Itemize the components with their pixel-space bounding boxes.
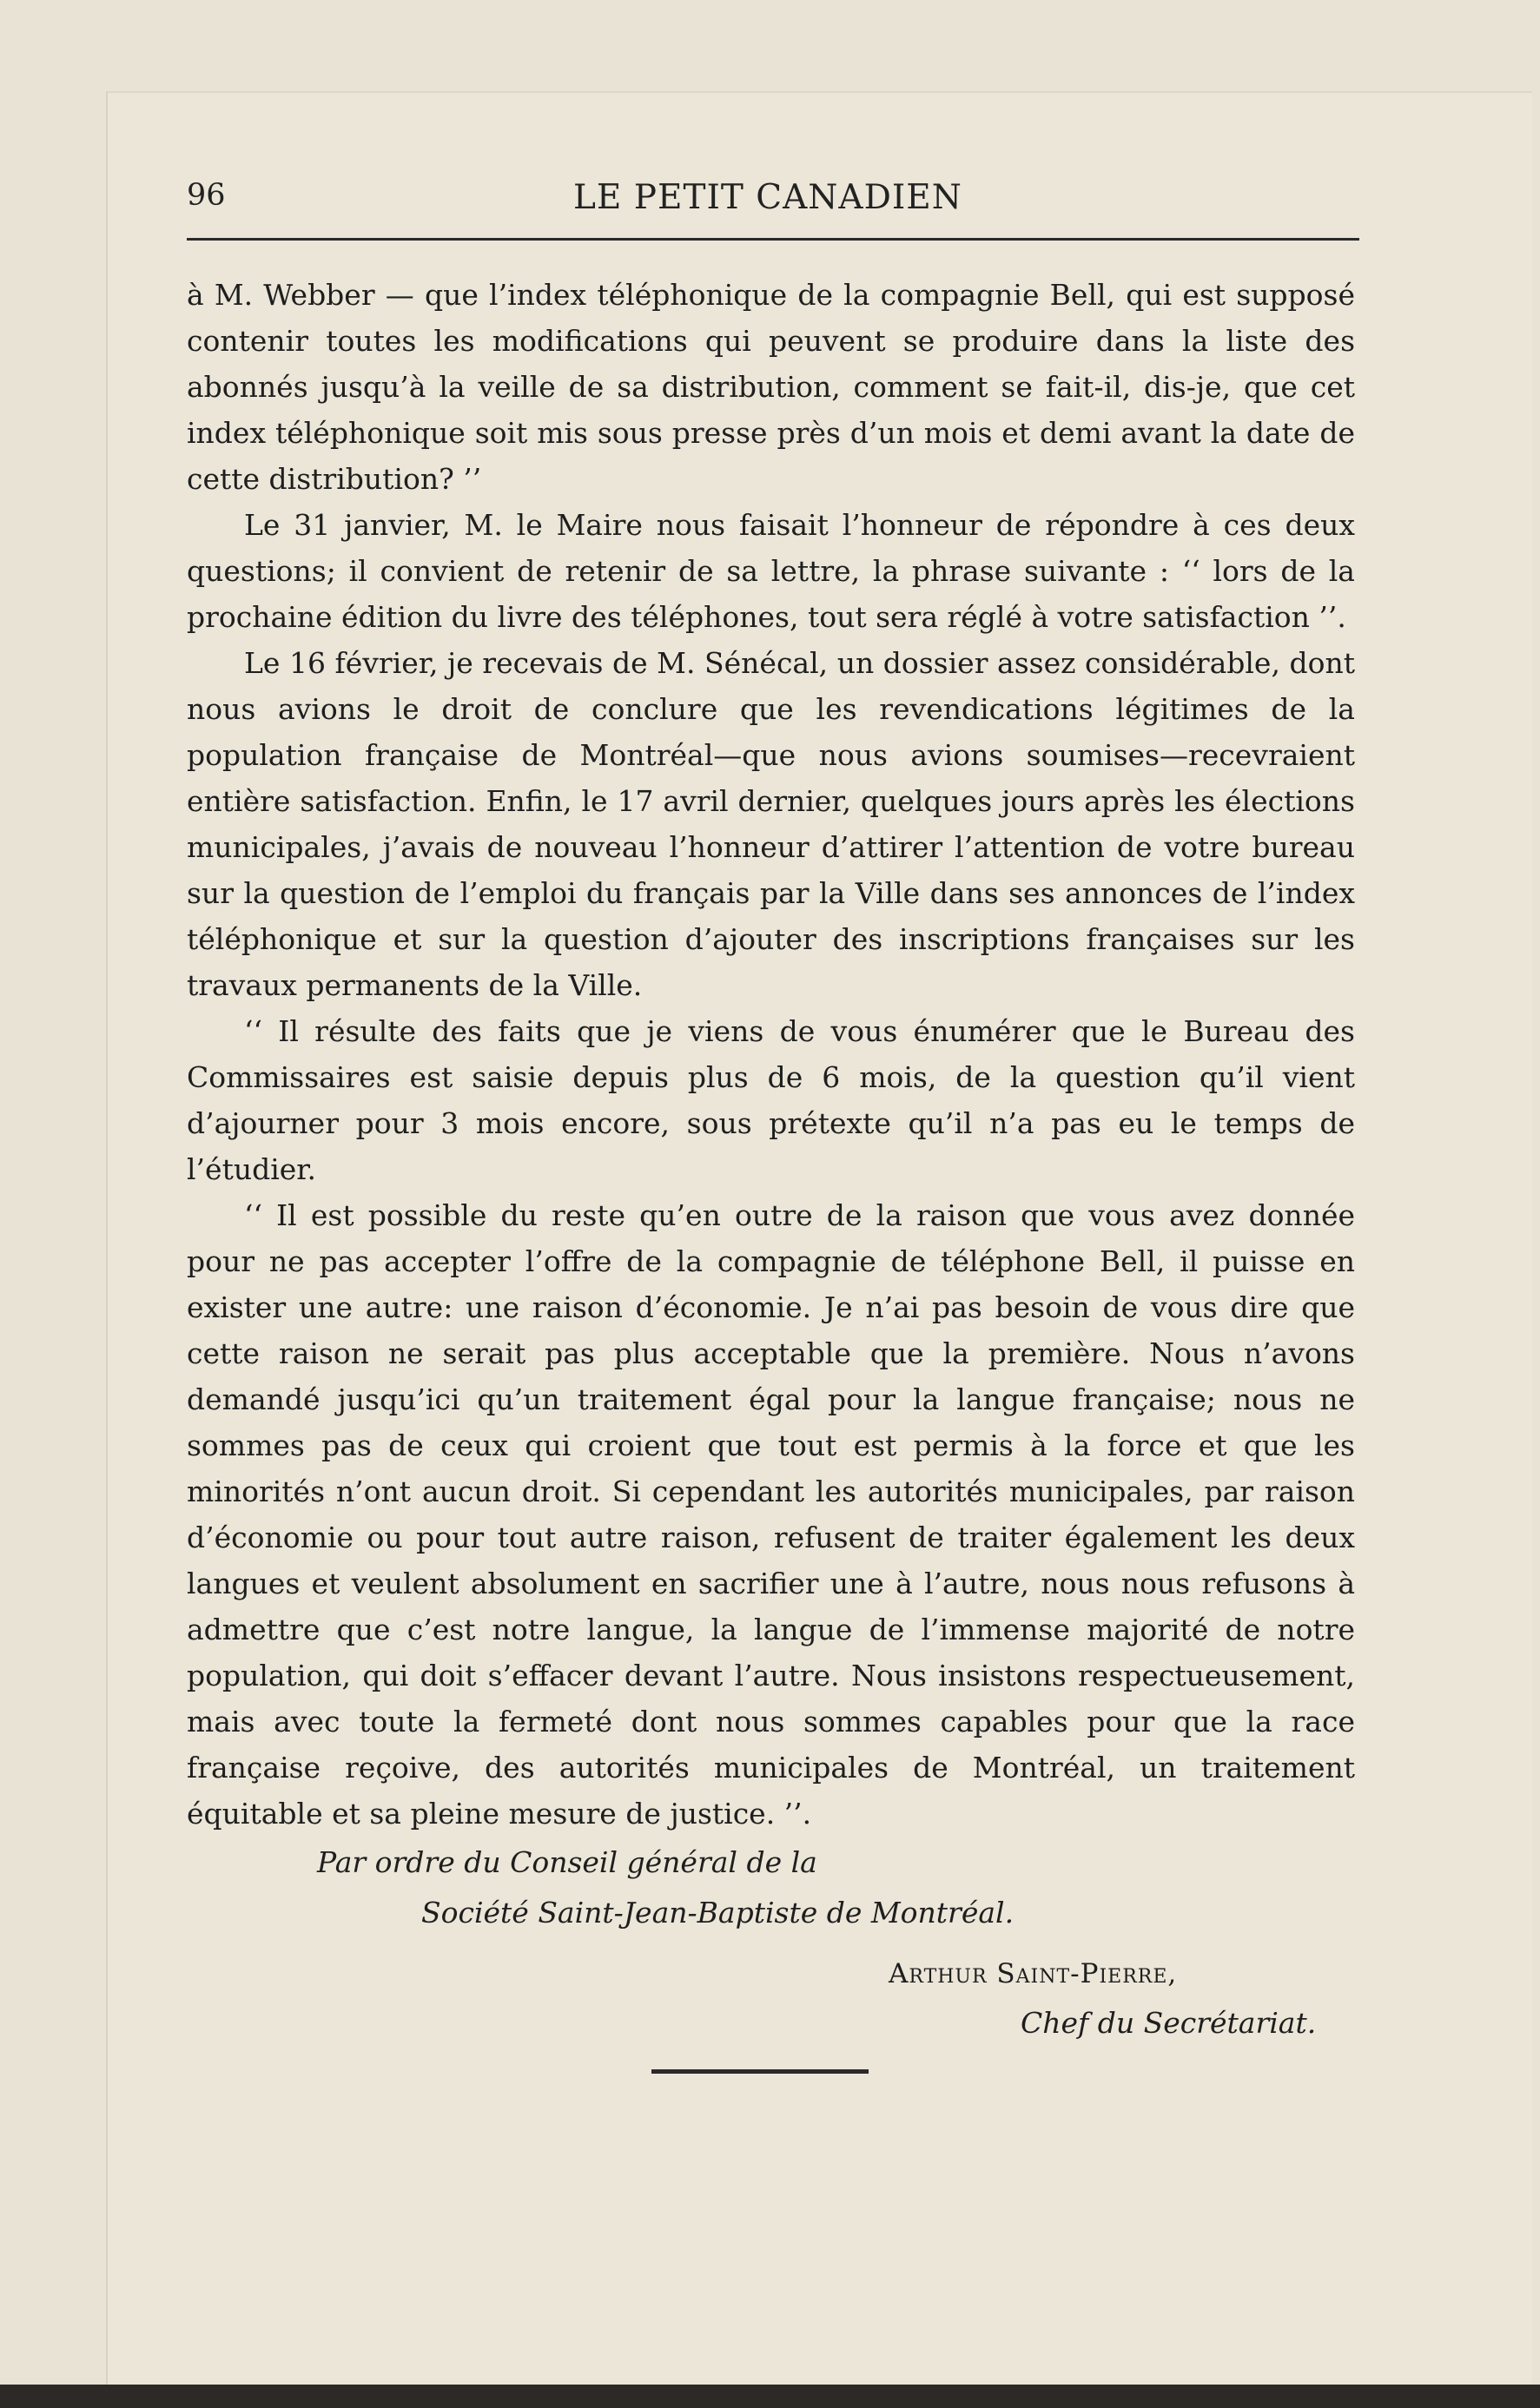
signatory-name: Arthur Saint-Pierre,	[889, 1958, 1178, 1989]
paragraph-1: à M. Webber — que l’index téléphonique de la compagnie Bell, qui est supposé contenir toutes les modifications qui peuvent se produire dans la liste des abonnés jusqu’à la veille de sa distribution, comment se fait-il, dis-je, que cet index téléphonique soit mis sous presse près d’un mois et demi avant la date de cette distribution? ’’	[187, 278, 1355, 496]
page-number: 96	[187, 178, 226, 213]
running-title: LE PETIT CANADIEN	[573, 178, 962, 217]
end-rule	[651, 2069, 869, 2074]
signature-line-2: Société Saint-Jean-Baptiste de Montréal.	[421, 1896, 1015, 1930]
scan-bottom-edge	[0, 2385, 1540, 2408]
paragraph-3: Le 16 février, je recevais de M. Sénécal, un dossier assez considérable, dont nous avions le droit de conclure que les revendications légitimes de la population française de Montréal—que nous avions soumises—recevraient entière satisfaction. Enfin, le 17 avril dernier, quelques jours après les élections municipales, j’avais de nouveau l’honneur d’attirer l’attention de votre bureau sur la question de l’emploi du français par la Ville dans ses annonces de l’index téléphonique et sur la question d’ajouter des inscriptions françaises sur les travaux permanents de la Ville.	[187, 646, 1355, 1002]
page-header	[187, 178, 1359, 230]
body-text	[187, 272, 1355, 1837]
paragraph-5: ‘‘ Il est possible du reste qu’en outre de la raison que vous avez donnée pour ne pas accepter l’offre de la compagnie de téléphone Bell, il puisse en exister une autre: une raison d’économie. Je n’ai pas besoin de vous dire que cette raison ne serait pas plus acceptable que la première. Nous n’avons demandé jusqu’ici qu’un traitement égal pour la langue française; nous ne sommes pas de ceux qui croient que tout est permis à la force et que les minorités n’ont aucun droit. Si cependant les autorités municipales, par raison d’économie ou pour tout autre raison, refusent de traiter également les deux langues et veulent absolument en sacrifier une à l’autre, nous nous refusons à admettre que c’est notre langue, la langue de l’immense majorité de notre population, qui doit s’effacer devant l’autre. Nous insistons respectueusement, mais avec toute la fermeté dont nous sommes capables pour que la race française reçoive, des autorités municipales de Montréal, un traitement équitable et sa pleine mesure de justice. ’’.	[187, 1198, 1355, 1831]
paragraph-2: Le 31 janvier, M. le Maire nous faisait l’honneur de répondre à ces deux questions; il convient de retenir de sa lettre, la phrase suivante : ‘‘ lors de la prochaine édition du livre des téléphones, tout sera réglé à votre satisfaction ’’.	[187, 508, 1355, 634]
signatory-title: Chef du Secrétariat.	[1021, 2006, 1317, 2040]
header-rule	[187, 238, 1359, 241]
signature-line-1: Par ordre du Conseil général de la	[317, 1845, 817, 1879]
paragraph-4: ‘‘ Il résulte des faits que je viens de vous énumérer que le Bureau des Commissaires est saisie depuis plus de 6 mois, de la question qu’il vient d’ajourner pour 3 mois encore, sous prétexte qu’il n’a pas eu le temps de l’étudier.	[187, 1014, 1355, 1186]
